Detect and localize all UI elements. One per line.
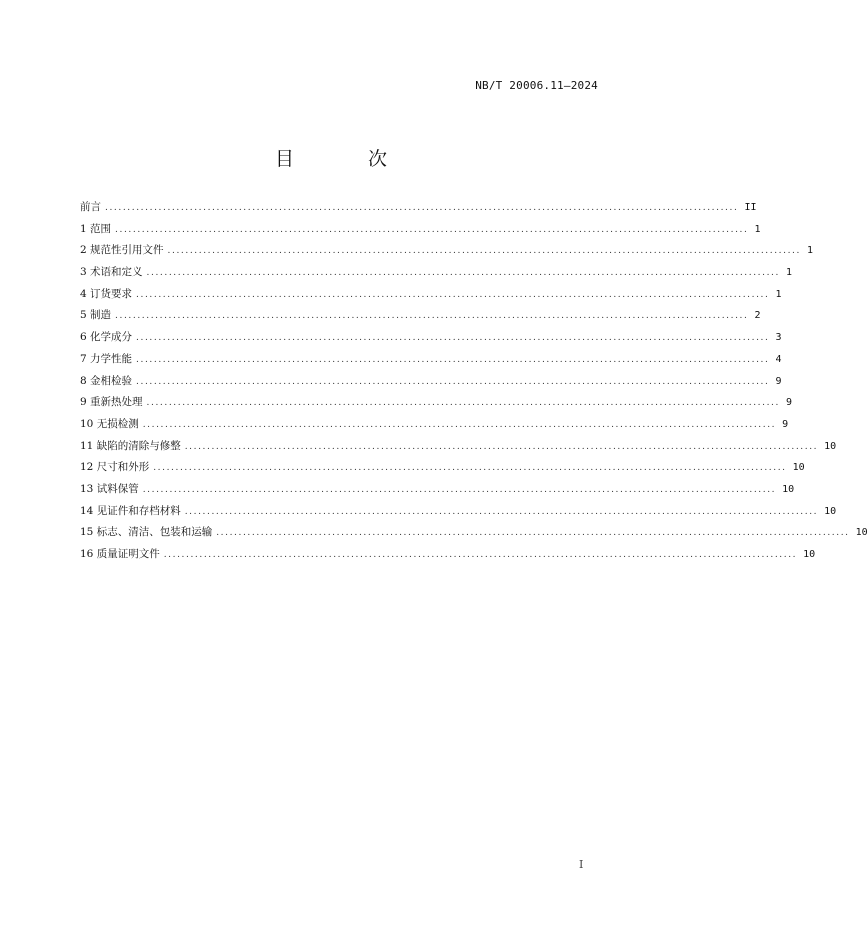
toc-entry-page: II (744, 202, 757, 213)
toc-entry-label: 1 范围 (80, 222, 112, 235)
toc-entry-label: 14 见证件和存档材料 (80, 504, 181, 517)
toc-entry-label: 12 尺寸和外形 (80, 461, 150, 474)
toc-entry-page: 1 (806, 245, 814, 257)
toc-leader-dots: .............................................................................................................................................. (136, 289, 770, 300)
toc-leader-dots: .............................................................................................................................................. (216, 528, 850, 539)
toc-entry-page: 10 (792, 462, 805, 474)
toc-leader-dots: .............................................................................................................................................. (136, 354, 770, 365)
toc-entry-page: 1 (754, 223, 761, 235)
toc-leader-dots: .............................................................................................................................................. (184, 441, 819, 452)
toc-entry-ordering-requirements[interactable] (80, 286, 782, 308)
toc-entry-quality-certificate[interactable] (80, 546, 816, 568)
toc-entry-witness-archive-materials[interactable] (80, 503, 837, 525)
table-of-contents (80, 199, 868, 568)
toc-entry-foreword[interactable] (80, 199, 757, 221)
toc-entry-chemical-composition[interactable] (80, 329, 782, 351)
toc-entry-label: 前言 (80, 201, 101, 213)
toc-leader-dots: .............................................................................................................................................. (142, 419, 777, 430)
toc-entry-defect-removal-repair[interactable] (80, 438, 837, 460)
toc-entry-dimensions-shape[interactable] (80, 459, 805, 481)
toc-entry-label: 5 制造 (80, 309, 112, 322)
toc-leader-dots: .............................................................................................................................................. (115, 224, 749, 235)
toc-entry-mechanical-properties[interactable] (80, 351, 782, 373)
toc-entry-page: 10 (824, 505, 837, 517)
toc-leader-dots: .............................................................................................................................................. (184, 506, 819, 517)
toc-leader-dots: .............................................................................................................................................. (146, 268, 780, 279)
toc-entry-label: 9 重新热处理 (80, 396, 143, 409)
toc-leader-dots: .............................................................................................................................................. (146, 398, 780, 409)
toc-entry-page: 1 (775, 288, 782, 300)
toc-title: 目 次 (274, 148, 422, 170)
toc-entry-page: 2 (754, 310, 761, 322)
toc-entry-page: 9 (775, 375, 782, 387)
toc-entry-label: 10 无损检测 (80, 417, 139, 430)
page-number: I (579, 858, 584, 871)
toc-entry-page: 10 (803, 549, 816, 560)
toc-leader-dots: .............................................................................................................................................. (136, 376, 770, 387)
toc-entry-reheat-treatment[interactable] (80, 394, 793, 416)
toc-entry-label: 13 试料保管 (80, 482, 139, 495)
toc-entry-sample-retention[interactable] (80, 481, 795, 503)
toc-entry-page: 9 (785, 397, 793, 409)
toc-entry-nondestructive-testing[interactable] (80, 416, 789, 438)
toc-entry-page: 10 (824, 440, 837, 452)
toc-entry-page: 10 (855, 527, 868, 539)
toc-entry-manufacturing[interactable] (80, 307, 761, 329)
toc-entry-scope[interactable] (80, 221, 761, 243)
toc-entry-page: 10 (782, 483, 795, 495)
toc-entry-label: 11 缺陷的清除与修整 (80, 439, 181, 452)
toc-entry-label: 4 订货要求 (80, 287, 133, 300)
toc-entry-marking-packaging-transport[interactable] (80, 524, 868, 546)
toc-leader-dots: .............................................................................................................................................. (142, 484, 777, 495)
toc-entry-label: 8 金相检验 (80, 374, 133, 387)
toc-entry-page: 4 (775, 353, 782, 365)
standard-code: NB/T 20006.11—2024 (475, 79, 598, 92)
toc-entry-label: 15 标志、清洁、包装和运输 (80, 526, 213, 539)
toc-entry-metallographic-examination[interactable] (80, 373, 782, 395)
toc-entry-page: 1 (785, 267, 793, 279)
toc-leader-dots: .............................................................................................................................................. (105, 203, 739, 213)
toc-leader-dots: .............................................................................................................................................. (163, 550, 798, 560)
toc-leader-dots: .............................................................................................................................................. (136, 333, 770, 344)
toc-leader-dots: .............................................................................................................................................. (167, 246, 801, 257)
toc-leader-dots: .............................................................................................................................................. (115, 311, 749, 322)
toc-entry-normative-references[interactable] (80, 242, 814, 264)
toc-entry-label: 2 规范性引用文件 (80, 244, 164, 257)
toc-leader-dots: .............................................................................................................................................. (153, 463, 787, 474)
toc-entry-page: 3 (775, 332, 782, 344)
toc-entry-label: 16 质量证明文件 (80, 548, 160, 560)
toc-entry-label: 7 力学性能 (80, 352, 133, 365)
toc-entry-terms-definitions[interactable] (80, 264, 793, 286)
toc-entry-label: 3 术语和定义 (80, 266, 143, 279)
toc-entry-page: 9 (782, 418, 789, 430)
toc-entry-label: 6 化学成分 (80, 331, 133, 344)
